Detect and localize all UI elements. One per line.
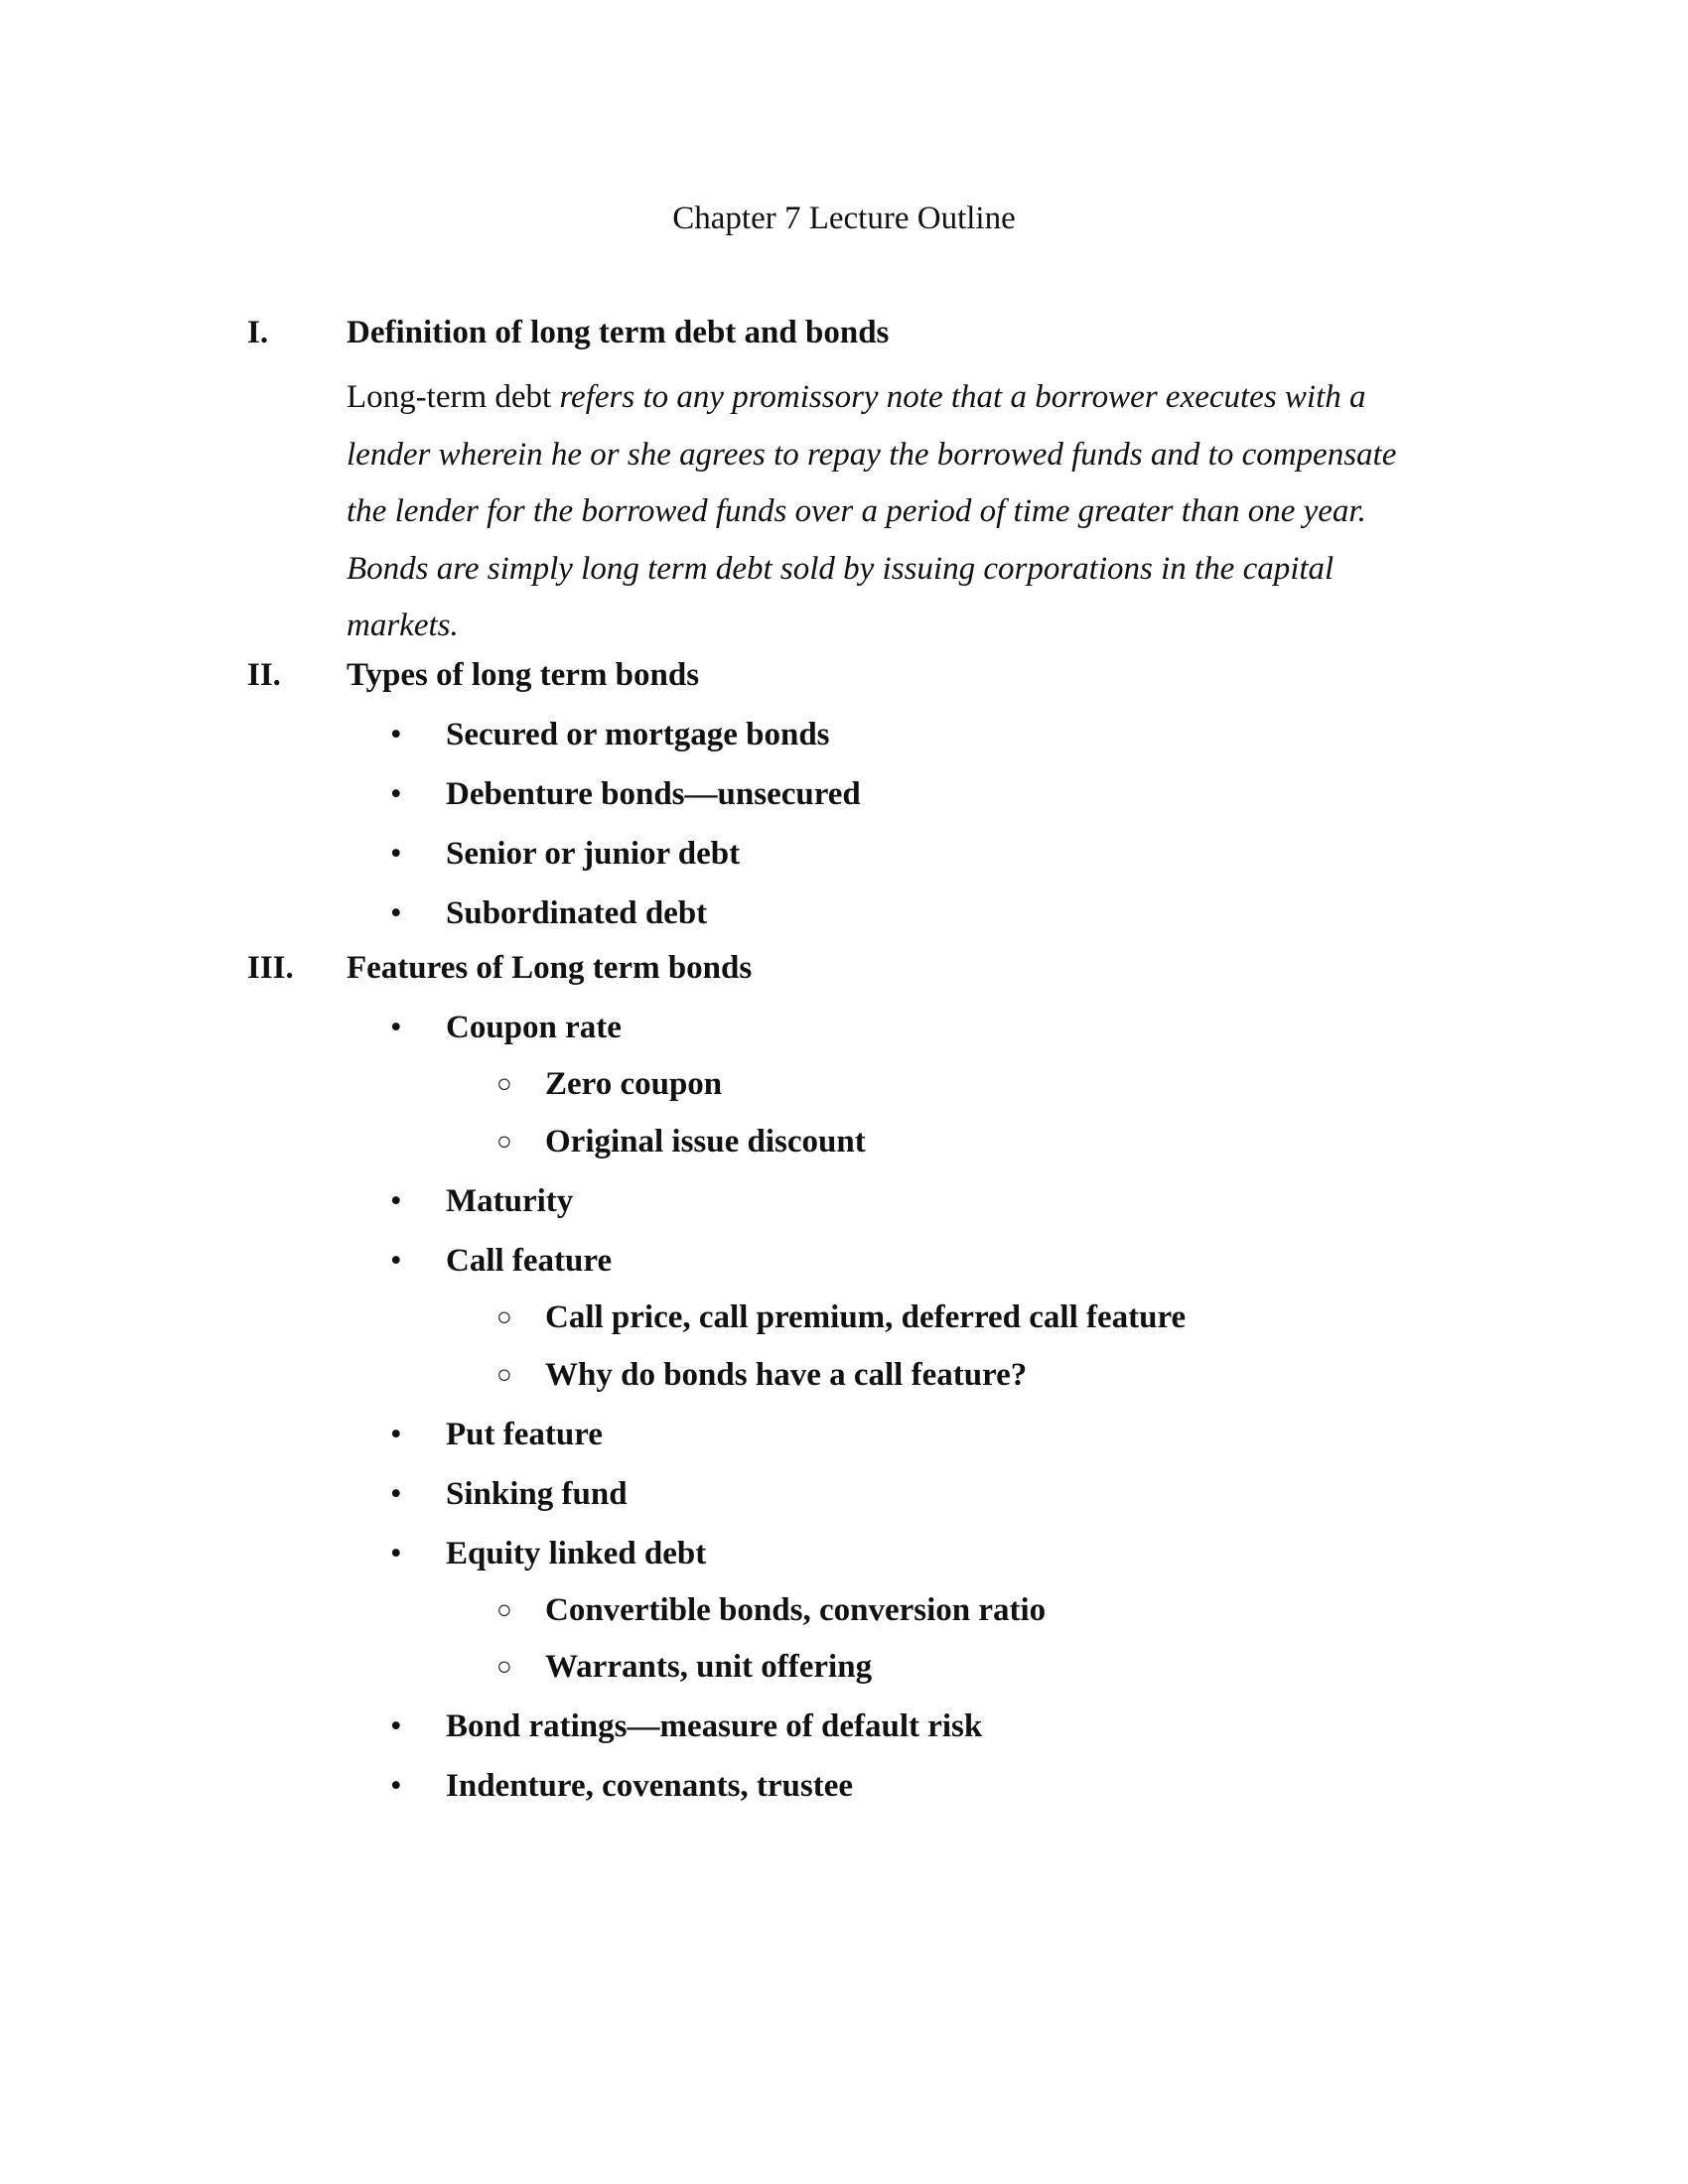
section-heading: Types of long term bonds xyxy=(347,657,700,693)
sub-list-item: Zero coupon xyxy=(545,1066,723,1102)
section-numeral: III. xyxy=(247,950,294,986)
section-heading: Features of Long term bonds xyxy=(347,950,753,986)
bullet-icon: • xyxy=(390,1183,402,1219)
bullet-icon: • xyxy=(390,1708,402,1744)
sub-list-item: Why do bonds have a call feature? xyxy=(545,1357,1028,1393)
section-numeral: II. xyxy=(247,657,281,693)
bullet-icon: • xyxy=(390,895,402,931)
bullet-icon: • xyxy=(390,1536,402,1571)
list-item: Sinking fund xyxy=(446,1476,628,1512)
sub-list-item: Convertible bonds, conversion ratio xyxy=(545,1592,1047,1628)
sub-list-item: Original issue discount xyxy=(545,1124,866,1160)
definition-paragraph xyxy=(347,369,1429,655)
list-item: Debenture bonds—unsecured xyxy=(446,776,861,812)
sub-list-item: Warrants, unit offering xyxy=(545,1649,873,1685)
definition-term: Long-term debt xyxy=(347,379,552,415)
section-heading: Definition of long term debt and bonds xyxy=(347,315,890,350)
definition-text: refers to any promissory note that a borrower executes with a lender wherein he or she agrees to repay the borrowed funds and to compensate the lender for the borrowed funds over a period of time greater than one year. Bonds are simply long term debt sold by issuing corporations in the capital markets. xyxy=(347,379,1397,643)
sub-bullet-icon: ○ xyxy=(496,1069,512,1098)
bullet-icon: • xyxy=(390,1243,402,1279)
bullet-icon: • xyxy=(390,836,402,872)
bullet-icon: • xyxy=(390,717,402,752)
bullet-icon: • xyxy=(390,1010,402,1045)
list-item: Call feature xyxy=(446,1243,613,1279)
list-item: Indenture, covenants, trustee xyxy=(446,1768,854,1804)
sub-bullet-icon: ○ xyxy=(496,1360,512,1389)
bullet-icon: • xyxy=(390,1768,402,1804)
page-title: Chapter 7 Lecture Outline xyxy=(672,201,1016,236)
sub-bullet-icon: ○ xyxy=(496,1302,512,1331)
list-item: Put feature xyxy=(446,1417,603,1452)
list-item: Senior or junior debt xyxy=(446,836,741,872)
list-item: Maturity xyxy=(446,1183,574,1219)
sub-bullet-icon: ○ xyxy=(496,1127,512,1156)
list-item: Subordinated debt xyxy=(446,895,708,931)
list-item: Secured or mortgage bonds xyxy=(446,717,830,752)
list-item: Equity linked debt xyxy=(446,1536,707,1571)
bullet-icon: • xyxy=(390,776,402,812)
sub-list-item: Call price, call premium, deferred call feature xyxy=(545,1299,1187,1335)
bullet-icon: • xyxy=(390,1476,402,1512)
sub-bullet-icon: ○ xyxy=(496,1652,512,1681)
list-item: Coupon rate xyxy=(446,1010,622,1045)
list-item: Bond ratings—measure of default risk xyxy=(446,1708,983,1744)
bullet-icon: • xyxy=(390,1417,402,1452)
sub-bullet-icon: ○ xyxy=(496,1595,512,1624)
section-numeral: I. xyxy=(247,315,269,350)
